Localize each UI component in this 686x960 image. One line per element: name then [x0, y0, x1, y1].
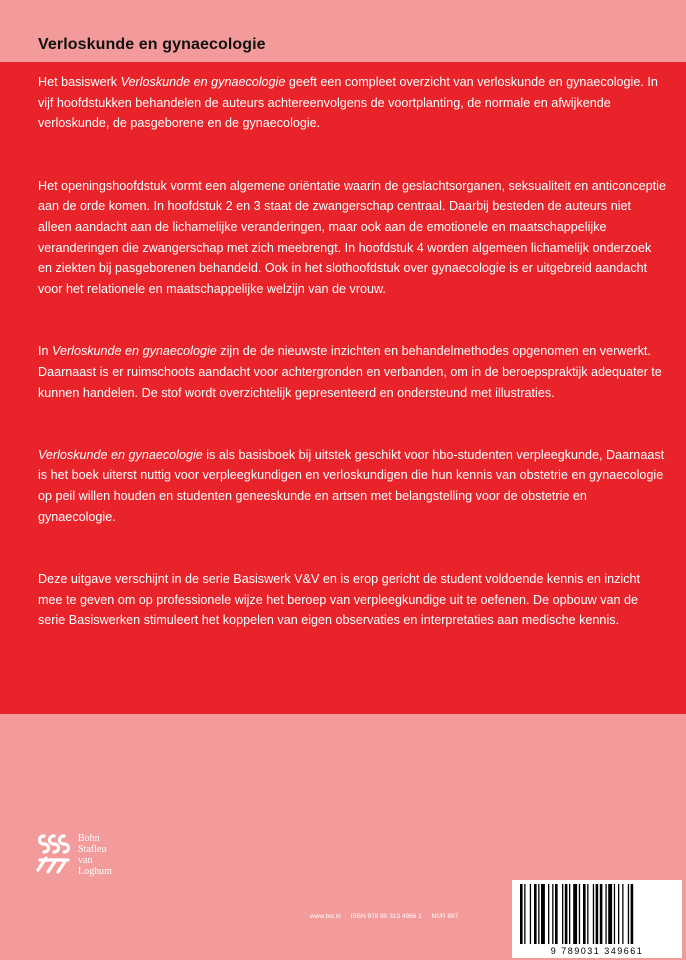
barcode-bar [608, 884, 612, 944]
barcode-bar [538, 884, 539, 944]
barcode-bar [524, 884, 525, 944]
paragraph-4: Verloskunde en gynaecologie is als basisboek bij uitstek geschikt voor hbo-studenten verpleegkunde, Daarnaast is het boek uiterst nuttig voor verpleegkundigen en verloskundigen die hun kennis van obstetrie en gynaecologie op peil willen houden en studenten geneeskunde en artsen met belangstelling voor de obstetrie en gynaecologie. [38, 447, 665, 524]
barcode-bar [534, 884, 537, 944]
barcode-bar [562, 884, 563, 944]
barcode-digits: 9 789031 349661 [550, 946, 644, 956]
barcode-bar [555, 884, 558, 944]
barcode-bar [605, 884, 606, 944]
book-title: Verloskunde en gynaecologie [38, 36, 266, 53]
nur: NUR 897 [431, 913, 459, 920]
barcode-bar [631, 884, 634, 944]
barcode-bar [622, 884, 623, 944]
isbn: ISBN 978 90 313 4966 1 [350, 913, 422, 920]
barcode-bar [520, 884, 523, 944]
paragraph-1: Het basiswerk Verloskunde en gynaecologie geeft een compleet overzicht van verloskunde en gynaecologie. In vijf hoofdstukken behandelen de auteurs achtereenvolgens de voortplanting, de normale en afwijkende verloskunde, de pasgeborene en de gynaecologie. [38, 75, 658, 131]
barcode-bar [600, 884, 603, 944]
paragraph-3: In Verloskunde en gynaecologie zijn de de nieuwste inzichten en behandelmethodes opgenomen en verwerkt. Daarnaast is er ruimschoots aandacht voor achtergronden en verbanden, om in de beroepspraktijk adequater te kunnen handelen. De stof wordt overzichtelijk gepresenteerd en ondersteund met illustraties. [38, 344, 662, 400]
barcode-bar [569, 884, 570, 944]
barcode-bar [565, 884, 568, 944]
publisher-line-1: Bohn [78, 833, 100, 844]
publisher-logo [36, 832, 126, 882]
description-text [38, 72, 668, 631]
barcode-bar [583, 884, 586, 944]
barcode-bar [541, 884, 545, 944]
book-info-line [310, 913, 466, 920]
barcode-icon [520, 884, 674, 944]
barcode [512, 880, 682, 958]
barcode-bar [628, 884, 629, 944]
barcode-bar [596, 884, 599, 944]
barcode-bar [614, 884, 615, 944]
publisher-line-2: Stafleu [78, 844, 107, 855]
barcode-bar [618, 884, 619, 944]
barcode-bar [573, 884, 577, 944]
barcode-bar [593, 884, 594, 944]
barcode-bar [530, 884, 531, 944]
paragraph-2: Het openingshoofdstuk vormt een algemene oriëntatie waarin de geslachtsorganen, seksualiteit en anticonceptie aan de orde komen. In hoofdstuk 2 en 3 staat de zwangerschap centraal. Daarbij besteden de auteurs niet alleen aandacht aan de lichamelijke veranderingen, maar ook aan de emotionele en maatschappelijke veranderingen die zwangerschap met zich meebrengt. In hoofdstuk 4 worden algemeen lichamelijk onderzoek en ziekten bij pasgeborenen behandeld. Ook in het slothoofdstuk over gynaecologie is er uitgebreid aandacht voor het relationele en maatschappelijke welzijn van de vrouw. [38, 178, 666, 297]
website: www.bsl.nl [310, 913, 341, 920]
bsl-logo-icon [36, 832, 72, 876]
barcode-bar [552, 884, 553, 944]
publisher-line-3: van Loghum [78, 855, 112, 877]
paragraph-5: Deze uitgave verschijnt in de serie Basiswerk V&V en is erop gericht de student voldoende kennis en inzicht mee te geven om op professionele wijze het beroep van verpleegkundige uit te oefenen. De opbouw van de serie Basiswerken stimuleert het koppelen van eigen observaties en interpretaties aan medische kennis. [38, 571, 641, 628]
barcode-bar [579, 884, 580, 944]
publisher-name [78, 833, 126, 877]
barcode-bar [587, 884, 588, 944]
barcode-bar [548, 884, 549, 944]
